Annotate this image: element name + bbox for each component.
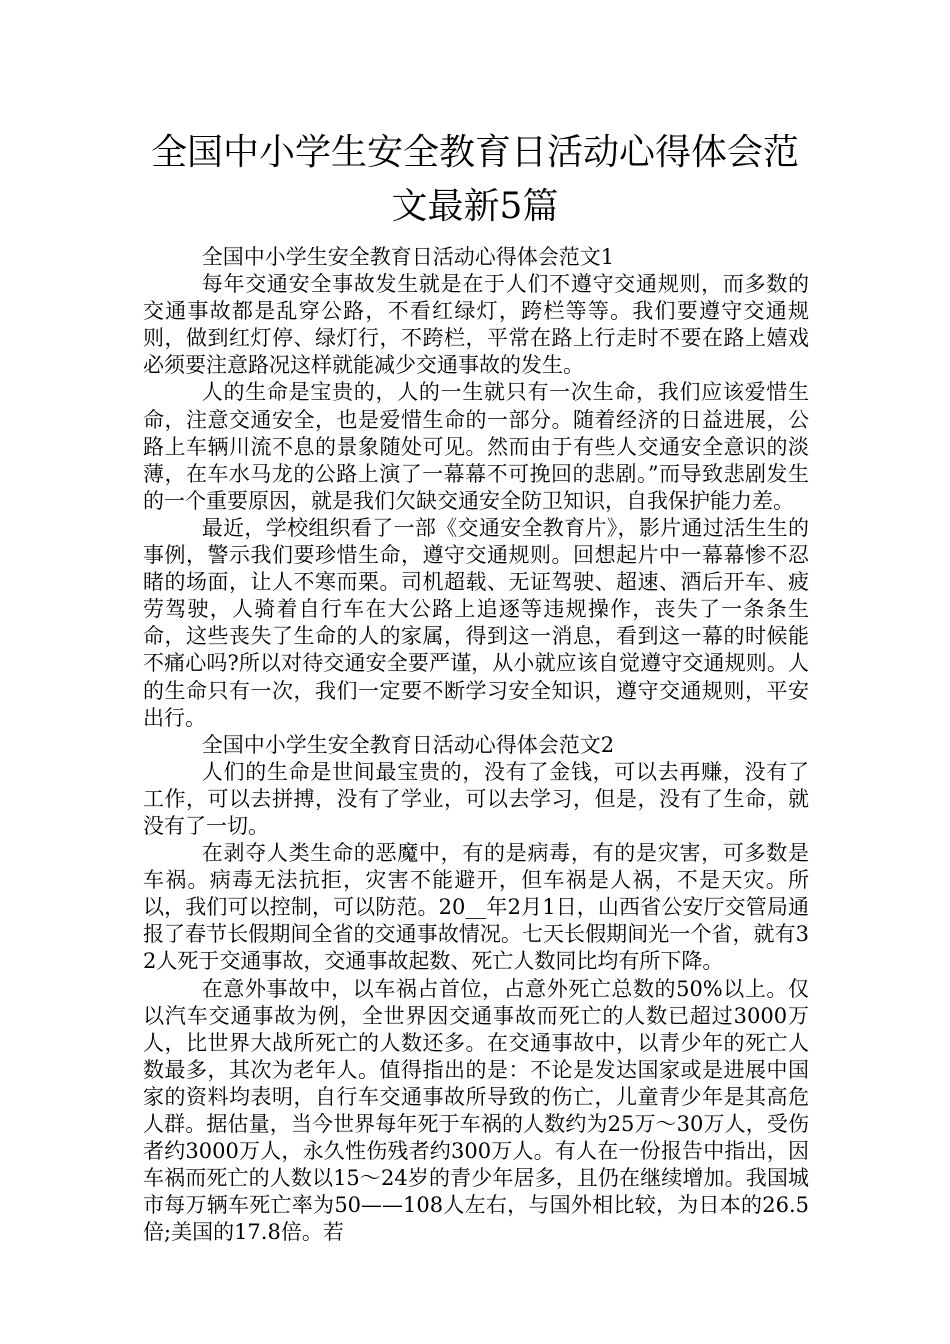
document-body — [143, 244, 809, 1246]
paragraph: 每年交通安全事故发生就是在于人们不遵守交通规则，而多数的交通事故都是乱穿公路，不看红绿灯，跨栏等等。我们要遵守交通规则，做到红灯停、绿灯行，不跨栏，平常在路上行走时不要在路上嬉戏必须要注意路况这样就能减少交通事故的发生。 — [143, 272, 809, 378]
title-line-1: 全国中小学生安全教育日活动心得体会范 — [150, 132, 799, 173]
document-title — [140, 126, 810, 234]
paragraph: 人的生命是宝贵的，人的一生就只有一次生命，我们应该爱惜生命，注意交通安全，也是爱惜生命的一部分。随着经济的日益进展，公路上车辆川流不息的景象随处可见。然而由于有些人交通安全意识的淡薄，在车水马龙的公路上演了一幕幕不可挽回的悲剧。”而导致悲剧发生的一个重要原因，就是我们欠缺交通安全防卫知识，自我保护能力差。 — [143, 380, 809, 513]
paragraph: 人们的生命是世间最宝贵的，没有了金钱，可以去再赚，没有了工作，可以去拼搏，没有了学业，可以去学习，但是，没有了生命，就没有了一切。 — [143, 759, 809, 838]
paragraph: 最近，学校组织看了一部《交通安全教育片》，影片通过活生生的事例，警示我们要珍惜生命，遵守交通规则。回想起片中一幕幕惨不忍睹的场面，让人不寒而栗。司机超载、无证驾驶、超速、酒后开车、疲劳驾驶，人骑着自行车在大公路上追逐等违规操作，丧失了一条条生命，这些丧失了生命的人的家属，得到这一消息，看到这一幕的时候能不痛心吗?所以对待交通安全要严谨，从小就应该自觉遵守交通规则。人的生命只有一次，我们一定要不断学习安全知识，遵守交通规则，平安出行。 — [143, 515, 809, 730]
title-line-2: 文最新5篇 — [391, 186, 559, 227]
paragraph: 在剥夺人类生命的恶魔中，有的是病毒，有的是灾害，可多数是车祸。病毒无法抗拒，灾害不能避开，但车祸是人祸，不是天灾。所以，我们可以控制，可以防范。20__年2月1日，山西省公安厅交管局通报了春节长假期间全省的交通事故情况。七天长假期间光一个省，就有32人死于交通事故，交通事故起数、死亡人数同比均有所下降。 — [143, 841, 809, 974]
paragraph: 在意外事故中，以车祸占首位，占意外死亡总数的50%以上。仅以汽车交通事故为例，全世界因交通事故而死亡的人数已超过3000万人，比世界大战所死亡的人数还多。在交通事故中，以青少年的死亡人数最多，其次为老年人。值得指出的是：不论是发达国家或是进展中国家的资料均表明，自行车交通事故所导致的伤亡，儿童青少年是其高危人群。据估量，当今世界每年死于车祸的人数约为25万～30万人，受伤者约3000万人，永久性伤残者约300万人。有人在一份报告中指出，因车祸而死亡的人数以15～24岁的青少年居多，且仍在继续增加。我国城市每万辆车死亡率为50——108人左右，与国外相比较，为日本的26.5倍;美国的17.8倍。若 — [143, 976, 809, 1245]
section-heading-2: 全国中小学生安全教育日活动心得体会范文2 — [201, 732, 615, 757]
section-heading-1: 全国中小学生安全教育日活动心得体会范文1 — [201, 245, 615, 269]
